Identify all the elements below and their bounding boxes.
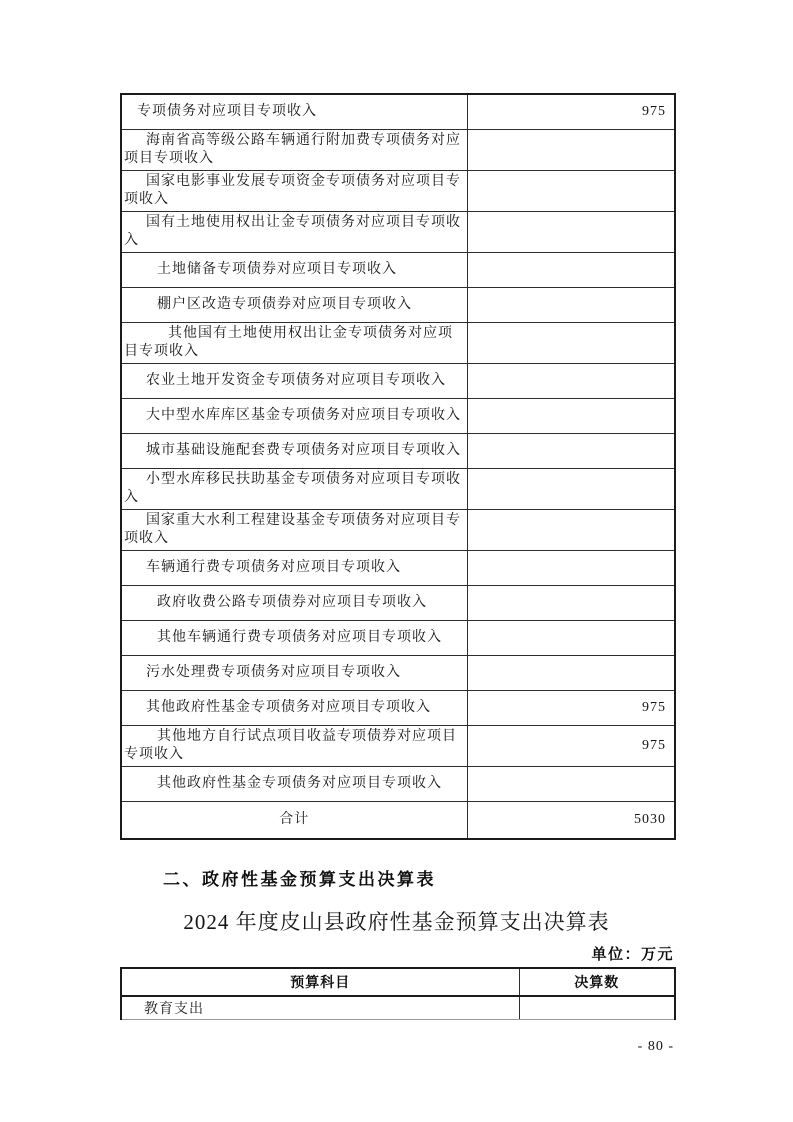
budget-item-value	[467, 212, 675, 253]
table-row	[121, 767, 675, 802]
table-row	[121, 551, 675, 586]
budget-item-value	[467, 510, 675, 551]
expenditure-header-row	[121, 968, 675, 996]
budget-item-value: 975	[467, 726, 675, 767]
budget-item-label: 大中型水库库区基金专项债务对应项目专项收入	[121, 399, 467, 434]
budget-item-label: 政府收费公路专项债券对应项目专项收入	[121, 586, 467, 621]
table-row	[121, 434, 675, 469]
total-row	[121, 802, 675, 840]
budget-item-value	[467, 434, 675, 469]
budget-item-label: 国有土地使用权出让金专项债务对应项目专项收入	[121, 212, 467, 253]
column-header-final-amount: 决算数	[519, 968, 675, 996]
table-row	[121, 94, 675, 130]
budget-item-value	[467, 469, 675, 510]
budget-item-label: 其他政府性基金专项债务对应项目专项收入	[121, 767, 467, 802]
table-row	[121, 288, 675, 323]
unit-label: 单位：万元	[591, 947, 674, 963]
table-row	[121, 510, 675, 551]
budget-item-label: 土地储备专项债券对应项目专项收入	[121, 253, 467, 288]
budget-item-value	[467, 253, 675, 288]
table-row	[121, 323, 675, 364]
table-row	[121, 586, 675, 621]
budget-item-label: 小型水库移民扶助基金专项债务对应项目专项收入	[121, 469, 467, 510]
table-row	[121, 691, 675, 726]
budget-item-value: 5030	[467, 802, 675, 840]
table-row	[121, 996, 675, 1020]
budget-item-label: 其他政府性基金专项债务对应项目专项收入	[121, 691, 467, 726]
budget-item-value	[467, 288, 675, 323]
table-row	[121, 399, 675, 434]
budget-item-label: 污水处理费专项债务对应项目专项收入	[121, 656, 467, 691]
budget-item-value	[467, 171, 675, 212]
table-row	[121, 469, 675, 510]
expenditure-item-value	[519, 996, 675, 1020]
section-heading: 二、政府性基金预算支出决算表	[163, 870, 436, 889]
table-title: 2024 年度皮山县政府性基金预算支出决算表	[183, 910, 610, 934]
table-row	[121, 726, 675, 767]
budget-item-label: 专项债务对应项目专项收入	[121, 94, 467, 130]
budget-item-label: 其他车辆通行费专项债务对应项目专项收入	[121, 621, 467, 656]
budget-item-label: 农业土地开发资金专项债务对应项目专项收入	[121, 364, 467, 399]
budget-item-label: 棚户区改造专项债券对应项目专项收入	[121, 288, 467, 323]
budget-item-value	[467, 130, 675, 171]
table-row	[121, 364, 675, 399]
budget-item-label: 城市基础设施配套费专项债务对应项目专项收入	[121, 434, 467, 469]
table-row	[121, 253, 675, 288]
expenditure-item-label: 教育支出	[121, 996, 519, 1020]
budget-item-value	[467, 586, 675, 621]
budget-item-value	[467, 364, 675, 399]
budget-item-value	[467, 621, 675, 656]
table-row	[121, 621, 675, 656]
table-row	[121, 171, 675, 212]
budget-item-label: 合计	[121, 802, 467, 840]
budget-item-label: 海南省高等级公路车辆通行附加费专项债务对应项目专项收入	[121, 130, 467, 171]
table-row	[121, 212, 675, 253]
budget-item-value	[467, 399, 675, 434]
budget-item-value	[467, 551, 675, 586]
budget-item-label: 国家重大水利工程建设基金专项债务对应项目专项收入	[121, 510, 467, 551]
budget-item-value	[467, 656, 675, 691]
budget-item-label: 国家电影事业发展专项资金专项债务对应项目专项收入	[121, 171, 467, 212]
budget-item-label: 车辆通行费专项债务对应项目专项收入	[121, 551, 467, 586]
table-row	[121, 656, 675, 691]
budget-item-value	[467, 323, 675, 364]
budget-item-value: 975	[467, 691, 675, 726]
table-row	[121, 130, 675, 171]
budget-item-value	[467, 767, 675, 802]
column-header-budget-subject: 预算科目	[121, 968, 519, 996]
special-debt-revenue-table	[120, 93, 676, 840]
expenditure-table	[120, 967, 676, 1020]
budget-item-value: 975	[467, 94, 675, 130]
budget-item-label: 其他国有土地使用权出让金专项债务对应项目专项收入	[121, 323, 467, 364]
budget-item-label: 其他地方自行试点项目收益专项债券对应项目专项收入	[121, 726, 467, 767]
page-number: - 80 -	[637, 1039, 674, 1054]
